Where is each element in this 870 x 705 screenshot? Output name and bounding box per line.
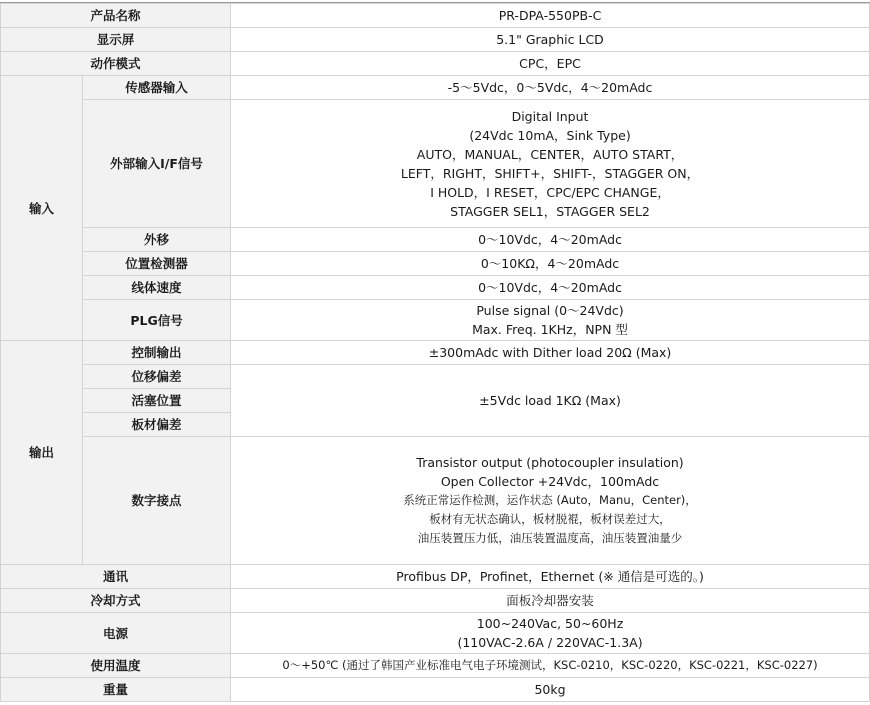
label-sheet: 板材偏差 <box>83 413 231 437</box>
value-sensor-input: -5～5Vdc，0～5Vdc，4～20mAdc <box>231 76 870 100</box>
external-io-line: (24Vdc 10mA，Sink Type) <box>469 127 631 143</box>
external-io-line: Digital Input <box>511 108 589 124</box>
row-temperature <box>1 654 870 678</box>
label-power: 电源 <box>1 613 231 654</box>
digital-contact-line: Transistor output (photocoupler insulation) <box>416 455 684 470</box>
external-io-line: AUTO，MANUAL，CENTER，AUTO START， <box>416 146 684 162</box>
label-position-detector: 位置检测器 <box>83 252 231 276</box>
value-external-io <box>231 100 870 228</box>
group-input: 输入 <box>1 76 83 341</box>
value-shift: 0～10Vdc，4～20mAdc <box>231 228 870 252</box>
label-product-name: 产品名称 <box>1 4 231 28</box>
row-power <box>1 613 870 654</box>
value-power <box>231 613 870 654</box>
row-display <box>1 28 870 52</box>
external-io-line: LEFT，RIGHT，SHIFT+，SHIFT-，STAGGER ON， <box>400 165 700 181</box>
row-sensor-input <box>1 76 870 100</box>
value-temperature: 0～+50℃ (通过了韩国产业标准电气电子环境测试，KSC-0210，KSC-0220，KSC-0221，KSC-0227) <box>231 654 870 678</box>
value-display: 5.1" Graphic LCD <box>231 28 870 52</box>
row-position-detector <box>1 252 870 276</box>
row-external-io <box>1 100 870 228</box>
label-comm: 通讯 <box>1 565 231 589</box>
value-product-name: PR-DPA-550PB-C <box>231 4 870 28</box>
row-control-output <box>1 341 870 365</box>
label-line-speed: 线体速度 <box>83 276 231 300</box>
row-displacement <box>1 365 870 389</box>
spec-table <box>0 3 870 702</box>
label-displacement: 位移偏差 <box>83 365 231 389</box>
digital-contact-line: Open Collector +24Vdc，100mAdc <box>440 474 660 489</box>
digital-contact-line: 板材有无状态确认，板材脱裩，板材误差过大， <box>429 512 671 526</box>
label-shift: 外移 <box>83 228 231 252</box>
value-cooling: 面板冷却器安装 <box>231 589 870 613</box>
label-control-output: 控制输出 <box>83 341 231 365</box>
label-sensor-input: 传感器输入 <box>83 76 231 100</box>
row-line-speed <box>1 276 870 300</box>
value-mode: CPC，EPC <box>231 52 870 76</box>
power-line: 100~240Vac, 50~60Hz <box>476 616 624 631</box>
row-comm <box>1 565 870 589</box>
power-line: (110VAC-2.6A / 220VAC-1.3A) <box>457 635 643 650</box>
value-analog-output: ±5Vdc load 1KΩ (Max) <box>231 365 870 437</box>
external-io-line: I HOLD，I RESET，CPC/EPC CHANGE， <box>430 184 670 200</box>
label-digital-contact: 数字接点 <box>83 437 231 565</box>
value-position-detector: 0～10KΩ，4～20mAdc <box>231 252 870 276</box>
external-io-line: STAGGER SEL1，STAGGER SEL2 <box>450 203 650 219</box>
label-weight: 重量 <box>1 678 231 702</box>
value-comm: Profibus DP，Profinet，Ethernet (※ 通信是可选的。) <box>231 565 870 589</box>
row-shift <box>1 228 870 252</box>
label-mode: 动作模式 <box>1 52 231 76</box>
plg-line: Max. Freq. 1KHz，NPN 型 <box>472 322 628 337</box>
row-mode <box>1 52 870 76</box>
value-digital-contact <box>231 437 870 565</box>
value-weight: 50kg <box>231 678 870 702</box>
row-digital-contact <box>1 437 870 565</box>
row-plg <box>1 300 870 341</box>
label-piston: 活塞位置 <box>83 389 231 413</box>
row-cooling <box>1 589 870 613</box>
digital-contact-line: 系统正常运作检测，运作状态 (Auto，Manu，Center)， <box>403 493 697 507</box>
plg-line: Pulse signal (0～24Vdc) <box>476 303 624 318</box>
label-plg: PLG信号 <box>83 300 231 341</box>
label-temperature: 使用温度 <box>1 654 231 678</box>
row-product-name <box>1 4 870 28</box>
group-output: 输出 <box>1 341 83 565</box>
value-control-output: ±300mAdc with Dither load 20Ω (Max) <box>231 341 870 365</box>
value-plg <box>231 300 870 341</box>
label-cooling: 冷却方式 <box>1 589 231 613</box>
label-display: 显示屏 <box>1 28 231 52</box>
value-line-speed: 0～10Vdc，4～20mAdc <box>231 276 870 300</box>
label-external-io: 外部输入I/F信号 <box>83 100 231 228</box>
digital-contact-line: 油压装置压力低，油压装置温度高，油压装置油量少 <box>417 531 683 545</box>
row-weight <box>1 678 870 702</box>
